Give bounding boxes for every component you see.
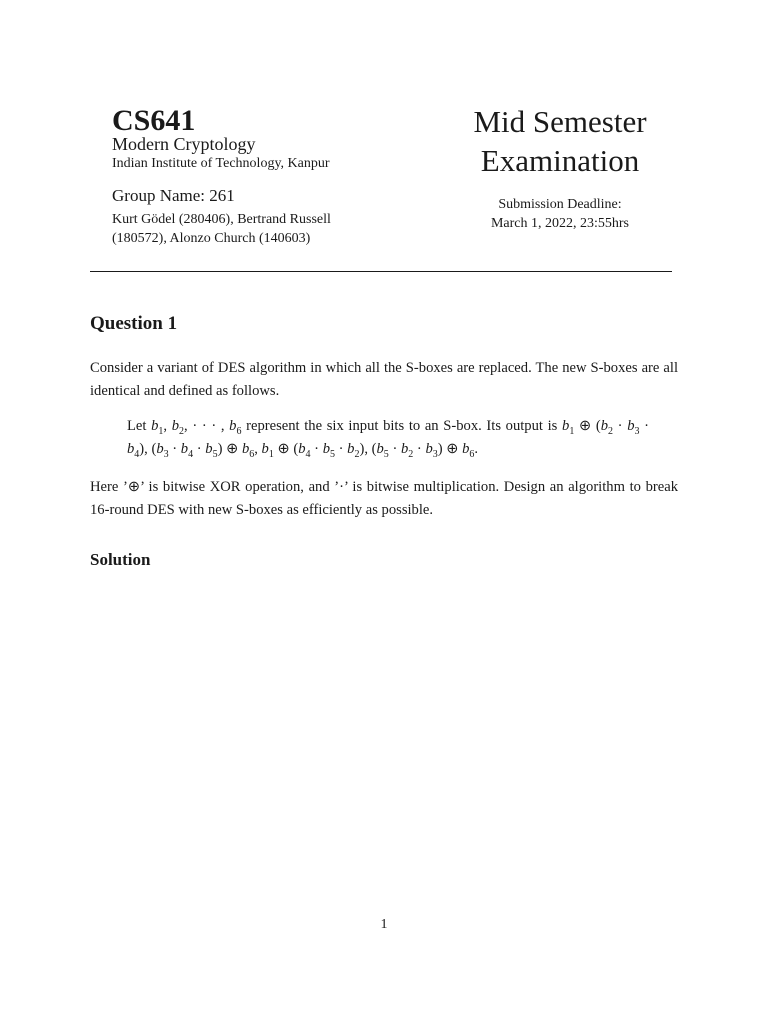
sbox-definition xyxy=(127,415,649,461)
institute-name: Indian Institute of Technology, Kanpur xyxy=(112,156,330,171)
exam-title-line-1: Mid Semester xyxy=(473,104,647,139)
question-closing: Here ’⊕’ is bitwise XOR operation, and ’·’ is bitwise multiplication. Design an algorithm to break 16-round DES with new S-boxes as efficiently as possible. xyxy=(90,479,678,518)
course-code: CS641 xyxy=(112,104,196,137)
course-name: Modern Cryptology xyxy=(112,134,256,154)
definition-lead: Let xyxy=(127,418,147,434)
header-divider xyxy=(90,271,672,272)
group-name: Group Name: 261 xyxy=(112,186,235,205)
page-number: 1 xyxy=(380,917,388,932)
deadline-label: Submission Deadline: xyxy=(498,197,622,212)
sbox-output-formula: $b_1$ ⊕ $(b_2 \cdot b_3 \cdot b_4)$, $(b_3 \cdot b_4 \cdot b_5)$ ⊕ $b_6$, $b_1$ ⊕ $(b_4 \cdot b_5 \cdot b_2)$, $(b_5 \cdot b_2 \cdot b_3)$ ⊕ $b_6$. xyxy=(127,418,649,460)
definition-mid: represent the six input bits to an S-box. Its output is xyxy=(246,418,558,434)
question-intro: Consider a variant of DES algorithm in which all the S-boxes are replaced. The new S-boxes are all identical and defined as follows. xyxy=(90,360,678,399)
deadline-value: March 1, 2022, 23:55hrs xyxy=(490,216,630,231)
input-bits-formula: $b_1$, $b_2$, · · · , $b_6$ xyxy=(151,418,242,437)
group-members: Kurt Gödel (280406), Bertrand Russell (180572), Alonzo Church (140603) xyxy=(112,212,331,246)
solution-heading: Solution xyxy=(90,550,151,569)
submission-deadline xyxy=(440,195,680,233)
exam-title xyxy=(440,102,680,180)
exam-title-line-2: Examination xyxy=(480,143,640,178)
question-heading: Question 1 xyxy=(90,313,178,334)
